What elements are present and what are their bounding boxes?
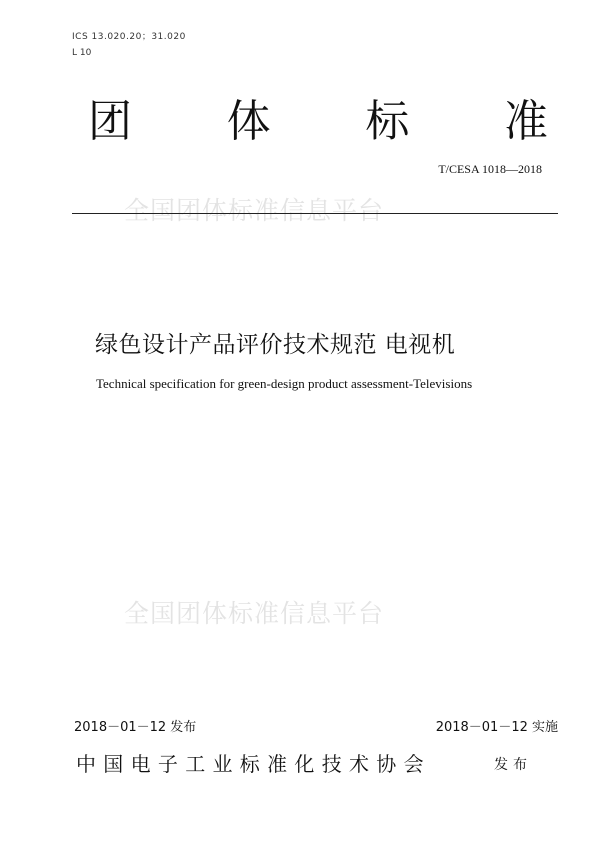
standard-type-char: 标 (365, 96, 410, 147)
ccs-code: L 10 (72, 48, 92, 58)
title-chinese: 绿色设计产品评价技术规范 电视机 (95, 332, 456, 358)
publisher-name: 中国电子工业标准化技术协会 (76, 752, 431, 776)
header-divider (72, 213, 558, 214)
standard-type-char: 体 (226, 96, 271, 147)
watermark-top: 全国团体标准信息平台 (124, 196, 385, 225)
standard-type-heading (88, 96, 548, 148)
standard-type-char: 准 (503, 96, 548, 147)
publish-label: 发布 (494, 757, 532, 773)
ics-code: ICS 13.020.20；31.020 (72, 32, 186, 42)
standard-number: T/CESA 1018—2018 (438, 162, 542, 176)
title-english: Technical specification for green-design product assessment-Televisions (96, 376, 473, 391)
issue-date: 2018－01－12 发布 (74, 720, 197, 735)
implementation-date: 2018－01－12 实施 (435, 720, 558, 735)
watermark-bottom: 全国团体标准信息平台 (124, 599, 385, 628)
standard-type-char: 团 (88, 96, 132, 147)
